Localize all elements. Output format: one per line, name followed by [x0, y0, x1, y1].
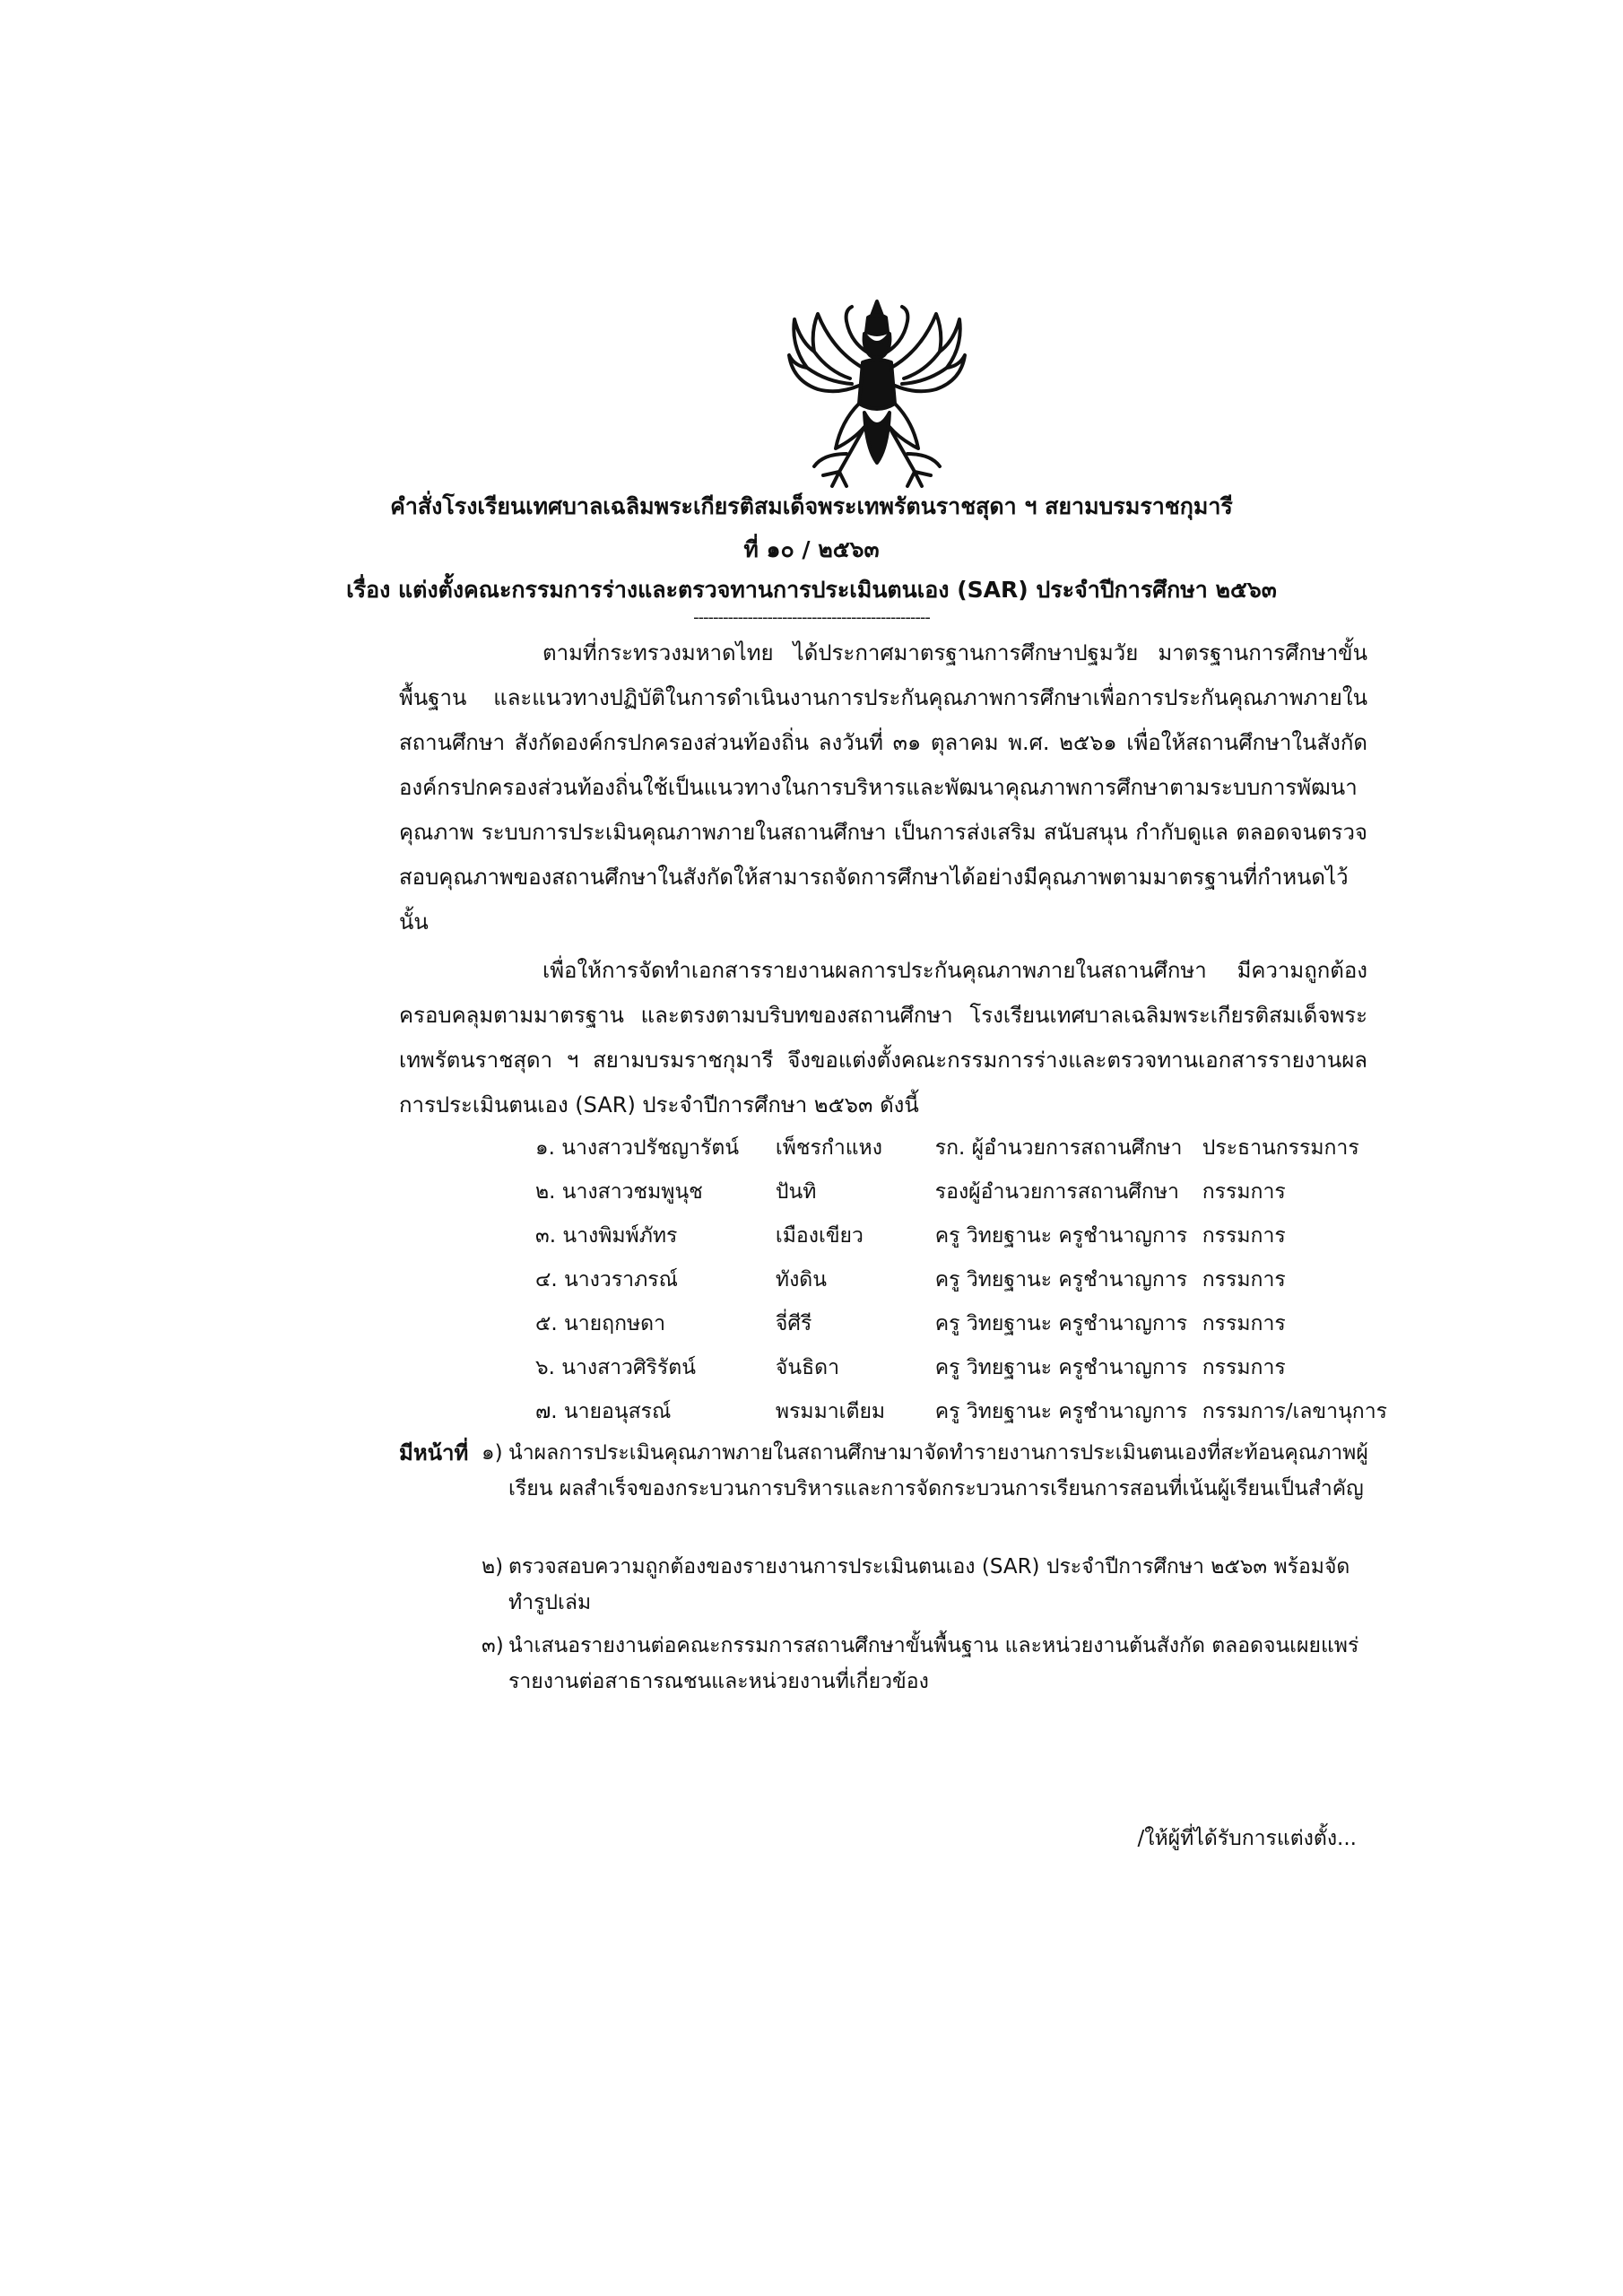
member-surname: เมืองเขียว — [775, 1223, 864, 1248]
table-row — [535, 1126, 1387, 1170]
table-row — [535, 1345, 1387, 1389]
table-row — [535, 1389, 1387, 1433]
garuda-emblem-icon — [787, 296, 967, 491]
duty-item — [482, 1628, 1369, 1700]
next-page-continuation: /ให้ผู้ที่ได้รับการแต่งตั้ง... — [1137, 1827, 1357, 1850]
member-role: กรรมการ — [1202, 1311, 1286, 1335]
duties-label: มีหน้าที่ — [399, 1440, 469, 1465]
member-position: รก. ผู้อำนวยการสถานศึกษา — [934, 1135, 1183, 1160]
member-name: ๖. นางสาวศิริรัตน์ — [535, 1355, 696, 1379]
duty-number: ๒) — [482, 1555, 504, 1578]
member-surname: เพ็ชรกำแหง — [775, 1135, 882, 1160]
member-name: ๕. นายฤกษดา — [535, 1311, 666, 1335]
table-row — [535, 1301, 1387, 1345]
member-role: กรรมการ — [1202, 1223, 1286, 1248]
member-name: ๓. นางพิมพ์ภัทร — [535, 1223, 678, 1248]
order-number: ที่ ๑๐ / ๒๕๖๓ — [743, 536, 880, 562]
paragraph-background: ตามที่กระทรวงมหาดไทย ได้ประกาศมาตรฐานการศึกษาปฐมวัย มาตรฐานการศึกษาขั้นพื้นฐาน และแนวทางปฏิบัติในการดำเนินงานการประกันคุณภาพการศึกษาเพื่อการประกันคุณภาพภายในสถานศึกษา สังกัดองค์กรปกครองส่วนท้องถิ่น ลงวันที่ ๓๑ ตุลาคม พ.ศ. ๒๕๖๑ เพื่อให้สถานศึกษาในสังกัดองค์กรปกครองส่วนท้องถิ่นใช้เป็นแนวทางในการบริหารและพัฒนาคุณภาพการศึกษาตามระบบการพัฒนาคุณภาพ ระบบการประเมินคุณภาพภายในสถานศึกษา เป็นการส่งเสริม สนับสนุน กำกับดูแล ตลอดจนตรวจสอบคุณภาพของสถานศึกษาในสังกัดให้สามารถจัดการศึกษาได้อย่างมีคุณภาพตามมาตรฐานที่กำหนดไว้นั้น — [399, 640, 1367, 935]
member-role: กรรมการ/เลขานุการ — [1202, 1399, 1387, 1423]
duty-item — [482, 1435, 1369, 1507]
paragraph-purpose: เพื่อให้การจัดทำเอกสารรายงานผลการประกันคุณภาพภายในสถานศึกษา มีความถูกต้องครอบคลุมตามมาตรฐาน และตรงตามบริบทของสถานศึกษา โรงเรียนเทศบาลเฉลิมพระเกียรติสมเด็จพระเทพรัตนราชสุดา ฯ สยามบรมราชกุมารี จึงขอแต่งตั้งคณะกรรมการร่างและตรวจทานเอกสารรายงานผลการประเมินตนเอง (SAR) ประจำปีการศึกษา ๒๕๖๓ ดังนี้ — [399, 958, 1367, 1118]
member-name: ๒. นางสาวชมพูนุช — [535, 1179, 703, 1204]
duty-number: ๑) — [482, 1441, 503, 1465]
committee-table — [535, 1126, 1387, 1433]
member-surname: ปันทิ — [775, 1179, 817, 1204]
member-surname: จี่ศีรี — [775, 1311, 812, 1335]
member-surname: ทังดิน — [775, 1267, 827, 1292]
member-role: กรรมการ — [1202, 1267, 1286, 1292]
duty-item — [482, 1549, 1369, 1621]
member-position: ครู วิทยฐานะ ครูชำนาญการ — [934, 1267, 1188, 1292]
member-name: ๔. นางวราภรณ์ — [535, 1267, 678, 1292]
duty-text: นำเสนอรายงานต่อคณะกรรมการสถานศึกษาขั้นพื้นฐาน และหน่วยงานต้นสังกัด ตลอดจนเผยแพร่รายงานต่อสาธารณชนและหน่วยงานที่เกี่ยวข้อง — [508, 1634, 1359, 1693]
member-position: ครู วิทยฐานะ ครูชำนาญการ — [934, 1311, 1188, 1335]
member-surname: พรมมาเตียม — [775, 1399, 886, 1423]
member-role: ประธานกรรมการ — [1202, 1135, 1359, 1160]
table-row — [535, 1170, 1387, 1213]
member-position: ครู วิทยฐานะ ครูชำนาญการ — [934, 1399, 1188, 1423]
duty-number: ๓) — [482, 1634, 504, 1657]
member-position: ครู วิทยฐานะ ครูชำนาญการ — [934, 1223, 1188, 1248]
member-surname: จันธิดา — [775, 1355, 839, 1379]
member-name: ๗. นายอนุสรณ์ — [535, 1399, 672, 1423]
duty-text: ตรวจสอบความถูกต้องของรายงานการประเมินตนเอง (SAR) ประจำปีการศึกษา ๒๕๖๓ พร้อมจัดทำรูปเล่ม — [508, 1555, 1350, 1614]
order-title: คำสั่งโรงเรียนเทศบาลเฉลิมพระเกียรติสมเด็จพระเทพรัตนราชสุดา ฯ สยามบรมราชกุมารี — [390, 493, 1233, 519]
member-name: ๑. นางสาวปรัชญารัตน์ — [535, 1135, 740, 1160]
table-row — [535, 1213, 1387, 1257]
divider: ------------------------------------------------ — [693, 608, 930, 627]
member-role: กรรมการ — [1202, 1355, 1286, 1379]
duty-text: นำผลการประเมินคุณภาพภายในสถานศึกษามาจัดทำรายงานการประเมินตนเองที่สะท้อนคุณภาพผู้เรียน ผลสำเร็จของกระบวนการบริหารและการจัดกระบวนการเรียนการสอนที่เน้นผู้เรียนเป็นสำคัญ — [508, 1441, 1368, 1500]
table-row — [535, 1257, 1387, 1301]
order-subject: เรื่อง แต่งตั้งคณะกรรมการร่างและตรวจทานการประเมินตนเอง (SAR) ประจำปีการศึกษา ๒๕๖๓ — [346, 577, 1277, 603]
member-role: กรรมการ — [1202, 1179, 1286, 1204]
member-position: รองผู้อำนวยการสถานศึกษา — [934, 1179, 1179, 1204]
member-position: ครู วิทยฐานะ ครูชำนาญการ — [934, 1355, 1188, 1379]
